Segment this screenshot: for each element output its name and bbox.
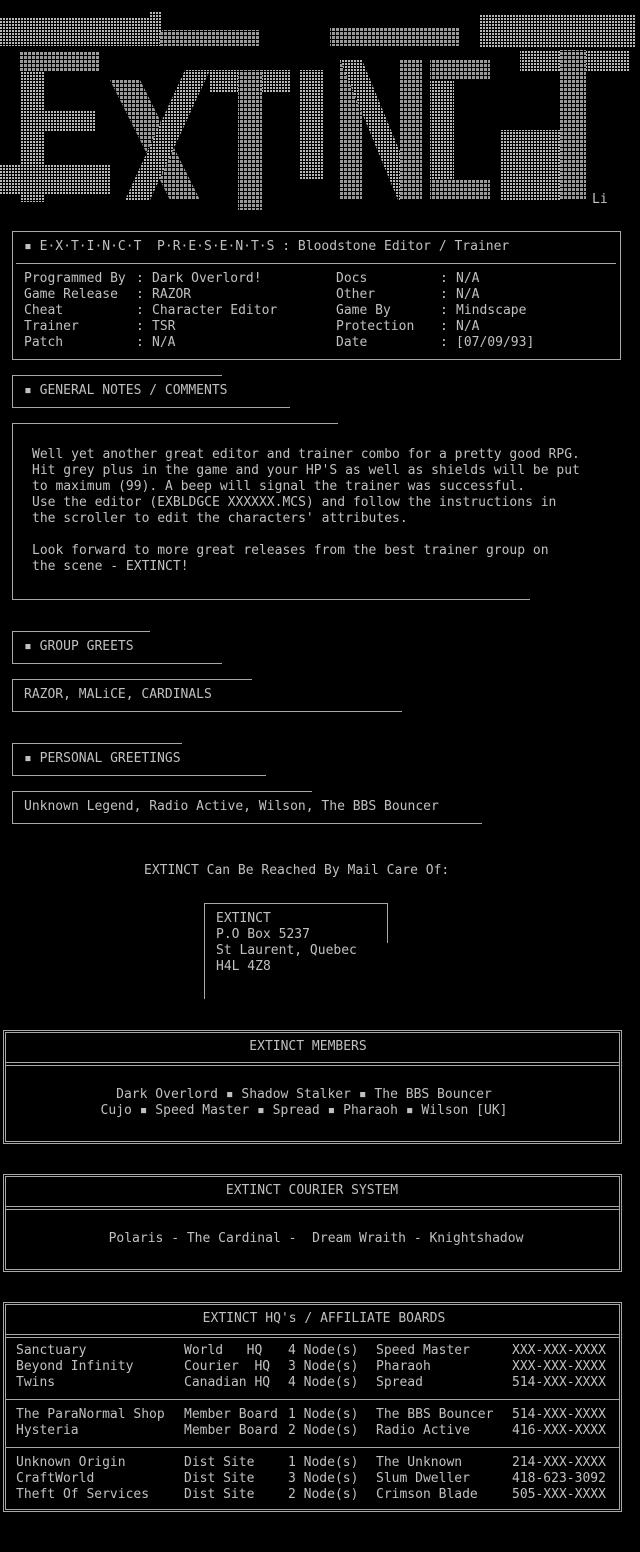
board-sysop: The Unknown xyxy=(376,1455,463,1470)
board-type: Courier HQ xyxy=(184,1359,271,1374)
board-sysop: Crimson Blade xyxy=(376,1487,478,1502)
mail-line: H4L 4Z8 xyxy=(216,959,271,974)
board-name: Sanctuary xyxy=(16,1343,87,1358)
board-sysop: Speed Master xyxy=(376,1343,470,1358)
board-name: Beyond Infinity xyxy=(16,1359,134,1374)
release-label: Game By xyxy=(336,303,391,318)
notes-line: the scroller to edit the characters' attributes. xyxy=(32,511,408,526)
board-type: Member Board xyxy=(184,1407,278,1422)
board-nodes: 2 Node(s) xyxy=(288,1487,359,1502)
board-nodes: 4 Node(s) xyxy=(288,1343,359,1358)
release-value: Mindscape xyxy=(456,303,527,318)
board-name: Unknown Origin xyxy=(16,1455,126,1470)
group-greets-list: RAZOR, MALiCE, CARDINALS xyxy=(24,687,212,702)
notes-header: ▪ GENERAL NOTES / COMMENTS xyxy=(24,383,228,398)
board-phone: XXX-XXX-XXXX xyxy=(512,1343,606,1358)
notes-line: to maximum (99). A beep will signal the trainer was successful. xyxy=(32,479,526,494)
mail-line: P.O Box 5237 xyxy=(216,927,310,942)
release-label: Other xyxy=(336,287,376,302)
release-value: N/A xyxy=(152,335,176,350)
members-title: EXTINCT MEMBERS xyxy=(249,1039,367,1054)
personal-greets-header: ▪ PERSONAL GREETINGS xyxy=(24,751,181,766)
board-type: Dist Site xyxy=(184,1455,255,1470)
board-type: Dist Site xyxy=(184,1487,255,1502)
board-type: World HQ xyxy=(184,1343,263,1358)
mail-line: EXTINCT xyxy=(216,911,271,926)
board-nodes: 4 Node(s) xyxy=(288,1375,359,1390)
board-name: The ParaNormal Shop xyxy=(16,1407,165,1422)
board-phone: 514-XXX-XXXX xyxy=(512,1375,606,1390)
board-name: Theft Of Services xyxy=(16,1487,150,1502)
release-value: TSR xyxy=(152,319,176,334)
release-label: Patch xyxy=(24,335,64,350)
notes-line: Hit grey plus in the game and your HP'S as well as shields will be put xyxy=(32,463,580,478)
release-label: Date xyxy=(336,335,368,350)
board-sysop: Spread xyxy=(376,1375,423,1390)
release-label: Protection xyxy=(336,319,415,334)
notes-line: the scene - EXTINCT! xyxy=(32,559,189,574)
board-type: Member Board xyxy=(184,1423,278,1438)
release-value: Dark Overlord! xyxy=(152,271,262,286)
release-label: Game Release xyxy=(24,287,118,302)
release-label: Cheat xyxy=(24,303,64,318)
release-header: ▪ E·X·T·I·N·C·T P·R·E·S·E·N·T·S : Bloodstone Editor / Trainer xyxy=(24,239,510,254)
board-phone: 214-XXX-XXXX xyxy=(512,1455,606,1470)
release-value: Character Editor xyxy=(152,303,278,318)
release-label: Programmed By xyxy=(24,271,126,286)
group-greets-header: ▪ GROUP GREETS xyxy=(24,639,134,654)
members-line: Cujo ▪ Speed Master ▪ Spread ▪ Pharaoh ▪ Wilson [UK] xyxy=(100,1103,508,1118)
board-sysop: The BBS Bouncer xyxy=(376,1407,494,1422)
board-nodes: 2 Node(s) xyxy=(288,1423,359,1438)
notes-line: Look forward to more great releases from the best trainer group on xyxy=(32,543,549,558)
release-value: N/A xyxy=(456,319,480,334)
logo-tag: Li xyxy=(592,192,608,207)
personal-greets-list: Unknown Legend, Radio Active, Wilson, The BBS Bouncer xyxy=(24,799,439,814)
board-name: Hysteria xyxy=(16,1423,79,1438)
board-phone: 418-623-3092 xyxy=(512,1471,606,1486)
couriers-title: EXTINCT COURIER SYSTEM xyxy=(225,1183,399,1198)
release-value: N/A xyxy=(456,287,480,302)
notes-line: Well yet another great editor and trainer combo for a pretty good RPG. xyxy=(32,447,580,462)
board-phone: 514-XXX-XXXX xyxy=(512,1407,606,1422)
board-nodes: 1 Node(s) xyxy=(288,1407,359,1422)
board-nodes: 3 Node(s) xyxy=(288,1359,359,1374)
board-name: Twins xyxy=(16,1375,56,1390)
release-label: Docs xyxy=(336,271,368,286)
release-value: N/A xyxy=(456,271,480,286)
board-name: CraftWorld xyxy=(16,1471,95,1486)
extinct-logo xyxy=(0,0,640,220)
board-phone: XXX-XXX-XXXX xyxy=(512,1359,606,1374)
board-sysop: Pharaoh xyxy=(376,1359,431,1374)
release-value: RAZOR xyxy=(152,287,192,302)
board-type: Dist Site xyxy=(184,1471,255,1486)
mail-line: St Laurent, Quebec xyxy=(216,943,357,958)
boards-title: EXTINCT HQ's / AFFILIATE BOARDS xyxy=(202,1311,446,1326)
release-value: [07/09/93] xyxy=(456,335,535,350)
notes-line: Use the editor (EXBLDGCE XXXXXX.MCS) and follow the instructions in xyxy=(32,495,557,510)
board-sysop: Slum Dweller xyxy=(376,1471,470,1486)
release-label: Trainer xyxy=(24,319,79,334)
board-phone: 416-XXX-XXXX xyxy=(512,1423,606,1438)
board-type: Canadian HQ xyxy=(184,1375,271,1390)
couriers-line: Polaris - The Cardinal - Dream Wraith - Knightshadow xyxy=(108,1231,524,1246)
board-nodes: 3 Node(s) xyxy=(288,1471,359,1486)
board-nodes: 1 Node(s) xyxy=(288,1455,359,1470)
mail-intro: EXTINCT Can Be Reached By Mail Care Of: xyxy=(144,863,450,878)
members-line: Dark Overlord ▪ Shadow Stalker ▪ The BBS Bouncer xyxy=(116,1087,492,1102)
board-sysop: Radio Active xyxy=(376,1423,470,1438)
board-phone: 505-XXX-XXXX xyxy=(512,1487,606,1502)
